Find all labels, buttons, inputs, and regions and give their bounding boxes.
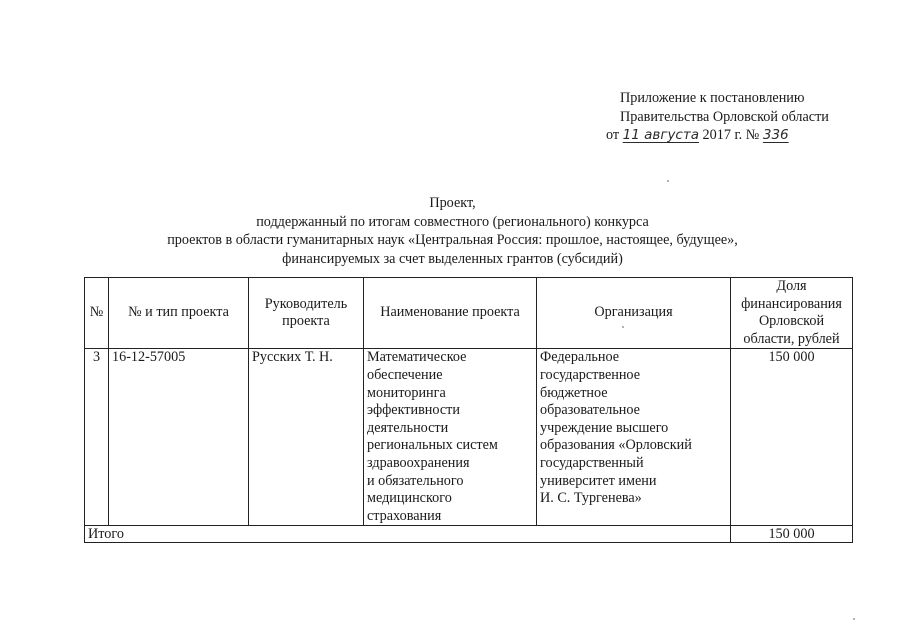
table-row xyxy=(85,349,853,526)
appendix-line-2: Правительства Орловской области xyxy=(620,108,829,125)
row-project-id: 16-12-57005 xyxy=(109,349,249,526)
header-number: № xyxy=(85,278,109,349)
title-line-2: поддержанный по итогам совместного (регионального) конкурса xyxy=(256,213,649,230)
scan-speck xyxy=(667,180,669,182)
header-project-id: № и тип проекта xyxy=(109,278,249,349)
row-leader: Русских Т. Н. xyxy=(249,349,364,526)
project-name-line: деятельности xyxy=(367,419,449,436)
organization-line: И. С. Тургенева» xyxy=(540,490,642,507)
header-funding-share: Доля финансирования Орловской области, рублей xyxy=(731,278,853,349)
organization-line: университет имени xyxy=(540,472,657,489)
total-label: Итого xyxy=(85,526,731,543)
project-name-line: страхования xyxy=(367,507,442,524)
organization-line: бюджетное xyxy=(540,384,608,401)
organization-line: образования «Орловский xyxy=(540,437,692,454)
title-line-3: проектов в области гуманитарных наук «Центральная Россия: прошлое, настоящее, будущее», xyxy=(167,232,738,249)
project-name-line: здравоохранения xyxy=(367,454,470,471)
organization-line: учреждение высшего xyxy=(540,419,669,436)
projects-table xyxy=(84,277,853,543)
appendix-header xyxy=(606,89,846,145)
table-header-row xyxy=(85,278,853,349)
header-leader: Руководитель проекта xyxy=(249,278,364,349)
title-line-4: финансируемых за счет выделенных грантов (субсидий) xyxy=(282,250,623,267)
project-name-line: региональных систем xyxy=(367,437,498,454)
project-name-line: и обязательного xyxy=(367,472,464,489)
organization-line: государственное xyxy=(540,366,640,383)
row-amount: 150 000 xyxy=(731,349,853,526)
row-number: 3 xyxy=(85,349,109,526)
project-name-line: медицинского xyxy=(367,490,452,507)
document-title xyxy=(0,194,905,268)
organization-line: образовательное xyxy=(540,402,640,419)
organization-line: Федеральное xyxy=(540,349,620,366)
total-row xyxy=(85,526,853,543)
appendix-line-1: Приложение к постановлению xyxy=(620,90,805,106)
handwritten-number: 336 xyxy=(762,127,789,143)
project-name-line: мониторинга xyxy=(367,384,446,401)
title-line-1: Проект, xyxy=(429,195,476,211)
scan-speck xyxy=(622,326,624,328)
handwritten-date: 11 августа xyxy=(622,127,699,143)
date-prefix: от xyxy=(606,127,620,143)
header-organization: Организация xyxy=(537,278,731,349)
organization-line: государственный xyxy=(540,454,644,471)
total-amount: 150 000 xyxy=(731,526,853,543)
appendix-date-line xyxy=(606,126,846,145)
row-organization xyxy=(537,349,731,526)
header-project-name: Наименование проекта xyxy=(364,278,537,349)
row-project-name xyxy=(364,349,537,526)
project-name-line: Математическое xyxy=(367,349,467,366)
project-name-line: эффективности xyxy=(367,402,460,419)
project-name-line: обеспечение xyxy=(367,366,443,383)
date-suffix: 2017 г. № xyxy=(702,127,760,143)
scan-speck xyxy=(853,618,855,620)
